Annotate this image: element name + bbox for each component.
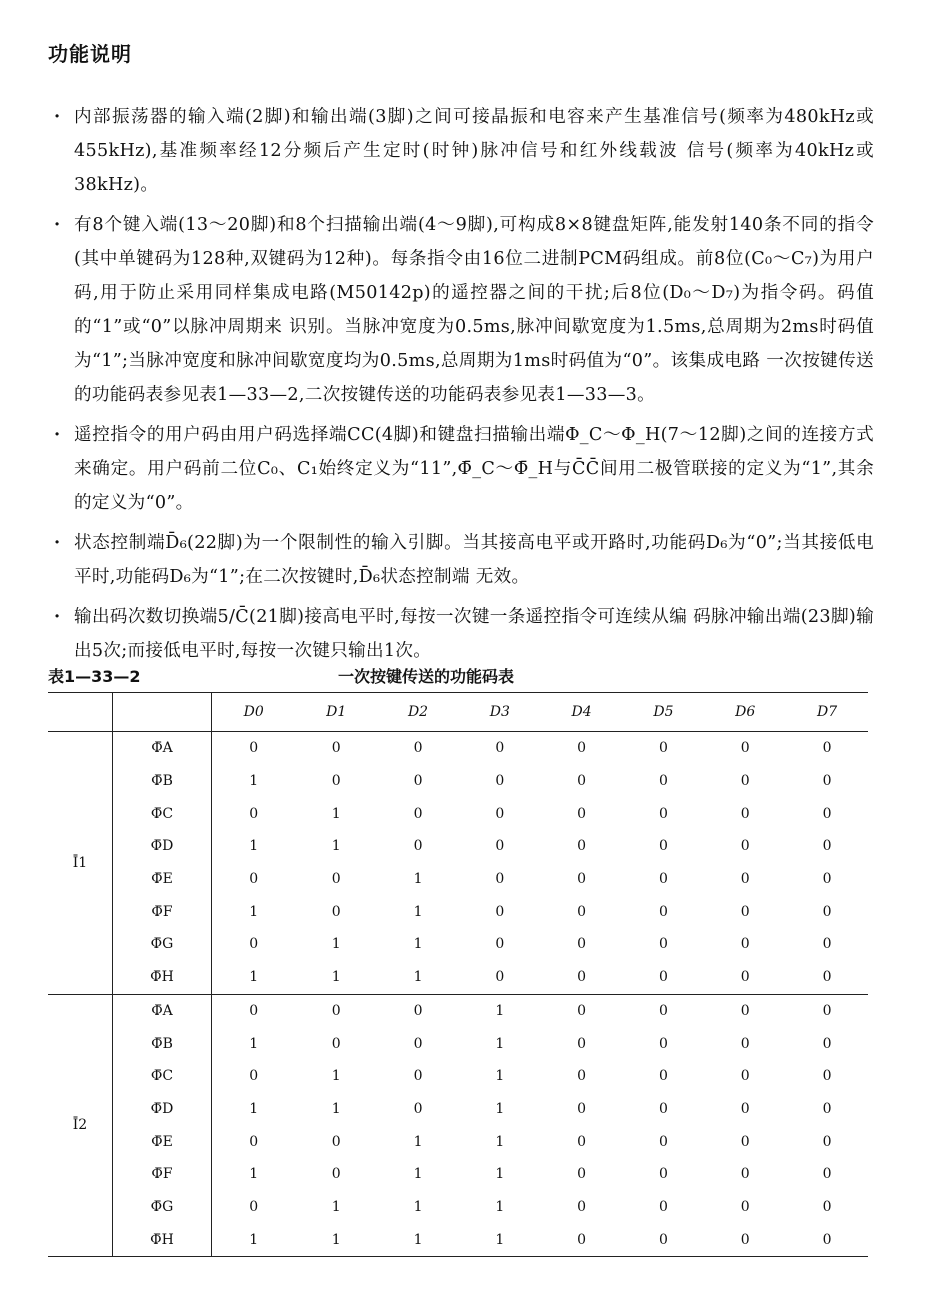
code-cell: 0 (658, 1166, 668, 1183)
code-cell: 1 (495, 1068, 505, 1085)
code-cell: 0 (331, 1035, 341, 1052)
column-header: D6 (704, 693, 786, 732)
code-cell: 0 (704, 961, 786, 994)
code-cell: 0 (249, 805, 259, 822)
table-row (48, 1027, 868, 1060)
code-cell: 0 (658, 740, 668, 757)
code-cell: 0 (740, 773, 750, 790)
column-header: D0 (212, 693, 296, 732)
code-cell: 1 (495, 1100, 505, 1117)
code-cell: 0 (822, 1068, 832, 1085)
code-cell: 0 (658, 1133, 668, 1150)
code-cell: 1 (331, 936, 341, 953)
paragraph-text: 有8个键入端(13～20脚)和8个扫描输出端(4～9脚),可构成8×8键盘矩阵,能发射140条不同的指令(其中单键码为128种,双键码为12种)。每条指令由16位二进制PCM码组成。前8位(C₀～C₇)为用户码,用于防止采用同样集成电路(M50142p)的遥控器之间的干扰;后8位(D₀～D₇)为指令码。码值的“1”或“0”以脉冲周期来 识别。当脉冲宽度为0.5ms,脉冲间歇宽度为1.5ms,总周期为2ms时码值为“1”;当脉冲宽度和脉冲间歇宽度均为0.5ms,总周期为1ms时码值为“0”。该集成电路 一次按键传送的功能码表参见表1—33—2,二次按键传送的功能码表参见表1—33—3。 (74, 215, 874, 405)
code-cell: 1 (331, 1231, 341, 1248)
code-cell: 0 (577, 1133, 587, 1150)
key-label: Φ̄C (113, 1060, 212, 1093)
key-header (113, 693, 212, 732)
code-cell: 0 (822, 1231, 832, 1248)
code-cell: 0 (495, 773, 505, 790)
code-cell: 0 (413, 805, 423, 822)
code-cell: 0 (623, 961, 705, 994)
code-cell: 0 (740, 1100, 750, 1117)
code-cell: 0 (249, 1198, 259, 1215)
table-number: 表1—33—2 (48, 667, 141, 686)
table-row (48, 1223, 868, 1256)
code-cell: 0 (658, 936, 668, 953)
code-cell: 0 (249, 871, 259, 888)
key-label: Φ̄A (113, 994, 212, 1027)
table-row (48, 895, 868, 928)
code-cell: 0 (541, 961, 623, 994)
code-cell: 0 (740, 1068, 750, 1085)
table-row (48, 863, 868, 896)
paragraph-text: 遥控指令的用户码由用户码选择端CC(4脚)和键盘扫描输出端Φ_C～Φ_H(7～12脚)之间的连接方式来确定。用户码前二位C₀、C₁始终定义为“11”,Φ̄_C～Φ̄_H与C̄C̄间用二极管联接的定义为“1”,其余的定义为“0”。 (74, 425, 874, 513)
code-cell: 1 (331, 1068, 341, 1085)
key-label: Φ̄B (113, 1027, 212, 1060)
code-cell: 0 (740, 1198, 750, 1215)
code-cell: 0 (495, 740, 505, 757)
table-row (48, 1060, 868, 1093)
code-cell: 1 (249, 838, 259, 855)
key-label: Φ̄D (113, 1093, 212, 1126)
code-cell: 0 (577, 805, 587, 822)
code-cell: 0 (413, 1035, 423, 1052)
table-row (48, 1125, 868, 1158)
code-cell: 0 (413, 1100, 423, 1117)
code-cell: 0 (577, 773, 587, 790)
table-row (48, 961, 868, 994)
code-cell: 0 (331, 871, 341, 888)
table-row (48, 1093, 868, 1126)
table-row (48, 1158, 868, 1191)
code-cell: 0 (740, 1035, 750, 1052)
list-item (52, 418, 874, 520)
code-cell: 0 (658, 1035, 668, 1052)
code-cell: 0 (331, 1133, 341, 1150)
table-row (48, 994, 868, 1027)
code-cell: 0 (577, 1068, 587, 1085)
code-cell: 0 (658, 1068, 668, 1085)
key-label: Φ̄H (113, 961, 212, 994)
table-row (48, 928, 868, 961)
code-cell: 1 (249, 1100, 259, 1117)
code-cell: 1 (249, 903, 259, 920)
group-label: Ī2 (48, 994, 113, 1257)
code-cell: 0 (577, 1166, 587, 1183)
code-cell: 0 (413, 773, 423, 790)
code-cell: 0 (822, 871, 832, 888)
code-cell: 0 (822, 805, 832, 822)
function-code-table (48, 692, 868, 1257)
code-cell: 0 (740, 1133, 750, 1150)
code-cell: 0 (822, 903, 832, 920)
code-cell: 1 (413, 936, 423, 953)
group-header (48, 693, 113, 732)
bullet-icon: · (54, 424, 61, 445)
code-cell: 0 (413, 740, 423, 757)
code-cell: 1 (495, 1166, 505, 1183)
code-cell: 0 (495, 838, 505, 855)
code-cell: 1 (413, 871, 423, 888)
code-cell: 0 (740, 740, 750, 757)
code-cell: 0 (822, 936, 832, 953)
code-cell: 0 (577, 1100, 587, 1117)
bullet-icon: · (54, 532, 61, 553)
column-header: D3 (459, 693, 541, 732)
code-cell: 1 (377, 961, 459, 994)
bullet-icon: · (54, 214, 61, 235)
key-label: Φ̄G (113, 1191, 212, 1224)
code-cell: 0 (249, 936, 259, 953)
code-cell: 0 (413, 1002, 423, 1019)
code-cell: 0 (658, 773, 668, 790)
code-cell: 0 (822, 1198, 832, 1215)
table-body (48, 732, 868, 1257)
code-cell: 0 (822, 773, 832, 790)
code-cell: 0 (249, 1068, 259, 1085)
list-item (52, 100, 874, 202)
code-cell: 0 (658, 1002, 668, 1019)
code-cell: 1 (495, 1133, 505, 1150)
column-header: D2 (377, 693, 459, 732)
code-cell: 1 (295, 961, 377, 994)
column-header: D1 (295, 693, 377, 732)
code-cell: 0 (822, 1133, 832, 1150)
code-cell: 0 (658, 871, 668, 888)
key-label: Φ̄H (113, 1223, 212, 1256)
column-header: D4 (541, 693, 623, 732)
table-row (48, 1191, 868, 1224)
table-row (48, 797, 868, 830)
key-label: Φ̄B (113, 765, 212, 798)
code-cell: 0 (658, 1100, 668, 1117)
paragraph-text: 输出码次数切换端5/C̄(21脚)接高电平时,每按一次键一条遥控指令可连续从编 码脉冲输出端(23脚)输出5次;而接低电平时,每按一次键只输出1次。 (74, 607, 874, 661)
code-cell: 1 (413, 1133, 423, 1150)
code-cell: 1 (249, 773, 259, 790)
code-cell: 0 (495, 903, 505, 920)
code-cell: 0 (331, 1002, 341, 1019)
code-cell: 0 (740, 871, 750, 888)
code-cell: 0 (577, 1231, 587, 1248)
code-cell: 1 (331, 1100, 341, 1117)
table-row (48, 765, 868, 798)
list-item (52, 208, 874, 412)
code-cell: 0 (249, 1133, 259, 1150)
key-label: Φ̄A (113, 732, 212, 765)
code-cell: 1 (249, 1231, 259, 1248)
code-cell: 0 (658, 805, 668, 822)
code-cell: 0 (577, 740, 587, 757)
code-cell: 1 (331, 1198, 341, 1215)
code-cell: 0 (249, 1002, 259, 1019)
code-cell: 0 (786, 961, 868, 994)
paragraph-text: 内部振荡器的输入端(2脚)和输出端(3脚)之间可接晶振和电容来产生基准信号(频率为480kHz或455kHz),基准频率经12分频后产生定时(时钟)脉冲信号和红外线载波 信号(频率为40kHz或38kHz)。 (74, 107, 874, 195)
code-cell: 0 (740, 903, 750, 920)
list-item (52, 600, 874, 668)
code-cell: 1 (413, 903, 423, 920)
table-row (48, 830, 868, 863)
code-cell: 1 (249, 1166, 259, 1183)
code-cell: 0 (822, 838, 832, 855)
code-cell: 1 (413, 1231, 423, 1248)
code-cell: 1 (212, 961, 296, 994)
code-cell: 0 (577, 1198, 587, 1215)
code-cell: 0 (740, 838, 750, 855)
table-header-row (48, 693, 868, 732)
code-cell: 0 (495, 805, 505, 822)
code-cell: 1 (495, 1002, 505, 1019)
code-cell: 1 (331, 805, 341, 822)
code-cell: 0 (577, 1035, 587, 1052)
code-cell: 0 (577, 1002, 587, 1019)
code-cell: 0 (740, 1002, 750, 1019)
code-cell: 0 (740, 1166, 750, 1183)
code-cell: 0 (822, 740, 832, 757)
group-label: Ī1 (48, 732, 113, 995)
code-cell: 0 (658, 1198, 668, 1215)
code-cell: 0 (331, 740, 341, 757)
paragraph-text: 状态控制端D̄₆(22脚)为一个限制性的输入引脚。当其接高电平或开路时,功能码D₆为“0”;当其接低电平时,功能码D₆为“1”;在二次按键时,D̄₆状态控制端 无效。 (74, 533, 874, 587)
code-cell: 0 (577, 838, 587, 855)
key-label: Φ̄F (113, 1158, 212, 1191)
key-label: Φ̄G (113, 928, 212, 961)
code-cell: 0 (740, 805, 750, 822)
code-cell: 1 (249, 1035, 259, 1052)
code-cell: 0 (658, 903, 668, 920)
key-label: Φ̄C (113, 797, 212, 830)
code-cell: 0 (577, 871, 587, 888)
section-title: 功能说明 (48, 42, 132, 66)
key-label: Φ̄E (113, 863, 212, 896)
table-row (48, 732, 868, 765)
code-cell: 1 (413, 1166, 423, 1183)
code-cell: 0 (658, 1231, 668, 1248)
code-cell: 0 (822, 1166, 832, 1183)
code-cell: 0 (740, 1231, 750, 1248)
code-cell: 0 (822, 1002, 832, 1019)
code-cell: 0 (495, 871, 505, 888)
code-cell: 0 (413, 838, 423, 855)
code-cell: 0 (658, 838, 668, 855)
key-label: Φ̄E (113, 1125, 212, 1158)
code-cell: 0 (331, 903, 341, 920)
column-header: D5 (623, 693, 705, 732)
code-cell: 0 (459, 961, 541, 994)
code-cell: 1 (331, 838, 341, 855)
code-cell: 0 (822, 1035, 832, 1052)
code-cell: 1 (495, 1198, 505, 1215)
code-cell: 0 (740, 936, 750, 953)
code-cell: 0 (577, 903, 587, 920)
code-cell: 1 (495, 1035, 505, 1052)
table-title: 一次按键传送的功能码表 (338, 667, 515, 686)
function-description-list (52, 100, 874, 674)
table-caption (48, 664, 868, 688)
code-cell: 1 (495, 1231, 505, 1248)
list-item (52, 526, 874, 594)
bullet-icon: · (54, 106, 61, 127)
code-cell: 0 (577, 936, 587, 953)
column-header: D7 (786, 693, 868, 732)
key-label: Φ̄F (113, 895, 212, 928)
key-label: Φ̄D (113, 830, 212, 863)
code-cell: 0 (331, 1166, 341, 1183)
code-cell: 0 (822, 1100, 832, 1117)
code-cell: 0 (331, 773, 341, 790)
code-cell: 0 (413, 1068, 423, 1085)
code-cell: 0 (249, 740, 259, 757)
code-cell: 0 (495, 936, 505, 953)
bullet-icon: · (54, 606, 61, 627)
code-cell: 1 (413, 1198, 423, 1215)
